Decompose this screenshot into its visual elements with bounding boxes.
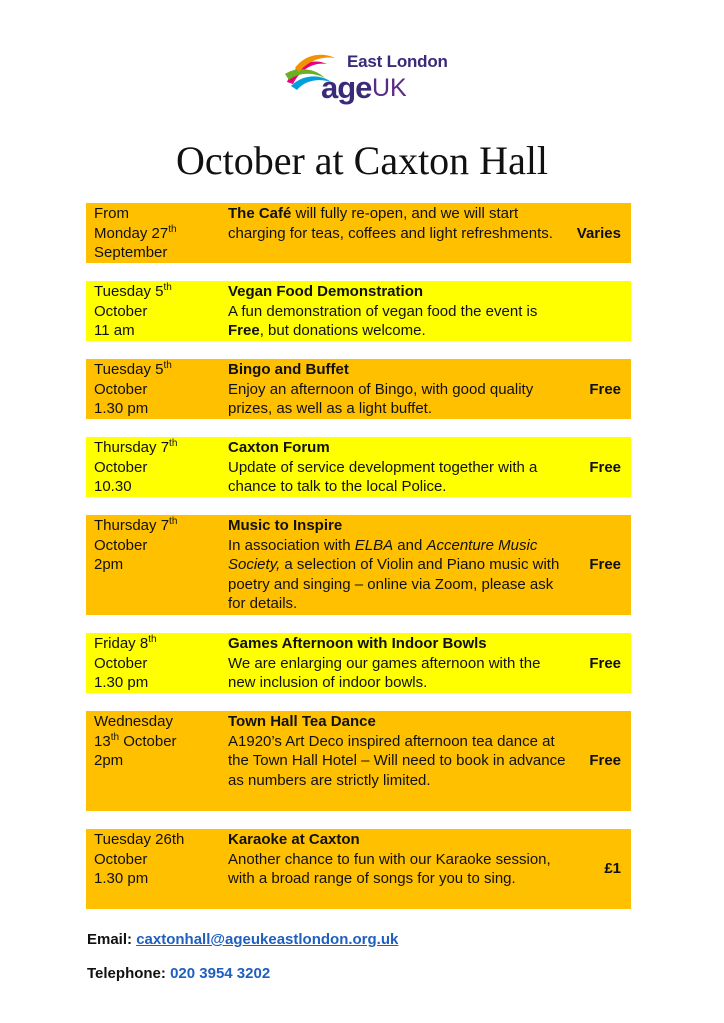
event-date <box>94 360 224 419</box>
event-date-line: 2pm <box>94 752 124 770</box>
event-date-sup: th <box>163 282 172 293</box>
event-desc-text: a selection of Violin and Piano music with poetry and singing – online via Zoom, please ask for details. <box>228 556 560 613</box>
event-date-text: 13 <box>94 732 111 750</box>
event-date-line: From <box>94 205 129 222</box>
event-row-forum <box>86 437 631 497</box>
event-desc-text: will fully re-open, and we will start charging for teas, coffees and light refreshments. <box>228 205 553 242</box>
email-label: Email: <box>87 931 133 948</box>
event-date-text: Friday 8 <box>94 635 149 652</box>
event-date-sup: th <box>110 731 120 743</box>
event-desc-text: , but donations welcome. <box>259 322 426 340</box>
event-desc-text: In association with <box>228 536 355 554</box>
event-date <box>94 634 224 693</box>
event-date-line <box>94 634 224 654</box>
phone-label: Telephone: <box>87 965 166 982</box>
event-price: Varies <box>576 225 621 242</box>
event-price: Free <box>589 655 621 672</box>
event-title: Caxton Forum <box>228 439 330 456</box>
event-desc-bold: Free <box>228 322 260 340</box>
page-title: October at Caxton Hall <box>175 138 549 183</box>
event-desc: A1920’s Art Deco inspired afternoon tea dance at the Town Hall Hotel – Will need to book in advance as numbers are strictly limited. <box>228 732 566 789</box>
event-desc-text: and <box>393 536 427 554</box>
event-date-line: 1.30 pm <box>94 400 149 418</box>
event-title: The Café <box>228 205 292 222</box>
event-date-line <box>94 732 224 752</box>
event-desc: Update of service development together with a chance to talk to the local Police. <box>228 458 538 496</box>
event-row-cafe <box>86 203 631 263</box>
event-description <box>228 438 568 497</box>
event-date <box>94 438 224 497</box>
event-date-line: October <box>94 458 148 476</box>
event-row-bingo <box>86 359 631 419</box>
event-row-games <box>86 633 631 693</box>
event-date-text: Thursday 7 <box>94 439 170 456</box>
event-desc-italic: ELBA <box>354 536 394 554</box>
event-date-text: Tuesday 5 <box>94 283 164 300</box>
event-title: Bingo and Buffet <box>228 361 349 378</box>
event-description <box>228 634 568 693</box>
event-date-line: 2pm <box>94 556 124 574</box>
event-date-line: September <box>94 244 168 262</box>
event-date <box>94 204 224 263</box>
event-desc-text: A fun demonstration of vegan food the event is <box>228 302 538 320</box>
email-link[interactable]: caxtonhall@ageukeastlondon.org.uk <box>136 931 399 948</box>
event-date-line: October <box>94 380 148 398</box>
event-date-line: Tuesday 26th <box>94 831 185 848</box>
event-date-sup: th <box>168 223 177 235</box>
event-date-text: Thursday 7 <box>94 517 170 534</box>
event-date-sup: th <box>169 438 178 449</box>
event-desc: Enjoy an afternoon of Bingo, with good quality prizes, as well as a light buffet. <box>228 380 534 418</box>
event-desc <box>228 536 568 614</box>
event-date-sup: th <box>169 516 178 527</box>
event-desc: Another chance to fun with our Karaoke session, with a broad range of songs for you to sing. <box>228 850 551 888</box>
event-price: Free <box>589 752 621 769</box>
event-date-line: October <box>94 850 148 868</box>
event-date <box>94 516 224 575</box>
logo-east-london: East London <box>347 52 448 71</box>
event-row-karaoke <box>86 829 631 909</box>
event-date-line: 1.30 pm <box>94 870 149 888</box>
logo-age: age <box>321 70 372 105</box>
event-description <box>228 712 568 790</box>
event-date <box>94 282 224 341</box>
event-date-line <box>94 282 224 302</box>
event-price: Free <box>589 459 621 476</box>
event-title: Town Hall Tea Dance <box>228 713 376 730</box>
event-desc: We are enlarging our games afternoon with the new inclusion of indoor bowls. <box>228 654 541 692</box>
event-title: Vegan Food Demonstration <box>228 283 424 300</box>
event-date-line <box>94 516 224 536</box>
event-price: Free <box>589 381 621 398</box>
event-date-line: 11 am <box>94 322 135 340</box>
event-desc <box>228 302 568 341</box>
event-date-line: October <box>94 536 148 554</box>
contact-email <box>87 931 398 948</box>
event-row-tea-dance <box>86 711 631 811</box>
event-date-line: October <box>94 654 148 672</box>
event-desc-italic: Accenture Music Society, <box>228 536 538 574</box>
age-uk-logo <box>281 44 451 112</box>
event-date-line: October <box>94 302 148 320</box>
event-date-text: October <box>119 732 177 750</box>
event-description <box>228 516 568 614</box>
event-date-text: Tuesday 5 <box>94 361 164 378</box>
event-description <box>228 204 568 243</box>
event-price: £1 <box>604 860 621 877</box>
event-description <box>228 830 568 889</box>
event-title: Karaoke at Caxton <box>228 831 360 848</box>
event-date-line: Wednesday <box>94 713 173 730</box>
event-description <box>228 282 568 341</box>
event-date <box>94 830 224 889</box>
phone-number[interactable]: 020 3954 3202 <box>170 965 271 982</box>
event-date-line: 1.30 pm <box>94 674 149 692</box>
event-title: Music to Inspire <box>228 517 343 534</box>
contact-phone <box>87 965 270 982</box>
logo-uk: UK <box>372 74 407 102</box>
event-description <box>228 360 568 419</box>
event-date <box>94 712 224 771</box>
event-date-text: Monday 27 <box>94 224 169 242</box>
event-title: Games Afternoon with Indoor Bowls <box>228 635 487 652</box>
event-date-line: 10.30 <box>94 478 132 496</box>
event-date-line <box>94 438 224 458</box>
event-price: Free <box>589 556 621 573</box>
event-date-line <box>94 224 224 244</box>
event-date-sup: th <box>148 634 157 645</box>
event-date-line <box>94 360 224 380</box>
event-date-sup: th <box>163 360 172 371</box>
event-row-music <box>86 515 631 615</box>
event-row-vegan <box>86 281 631 341</box>
